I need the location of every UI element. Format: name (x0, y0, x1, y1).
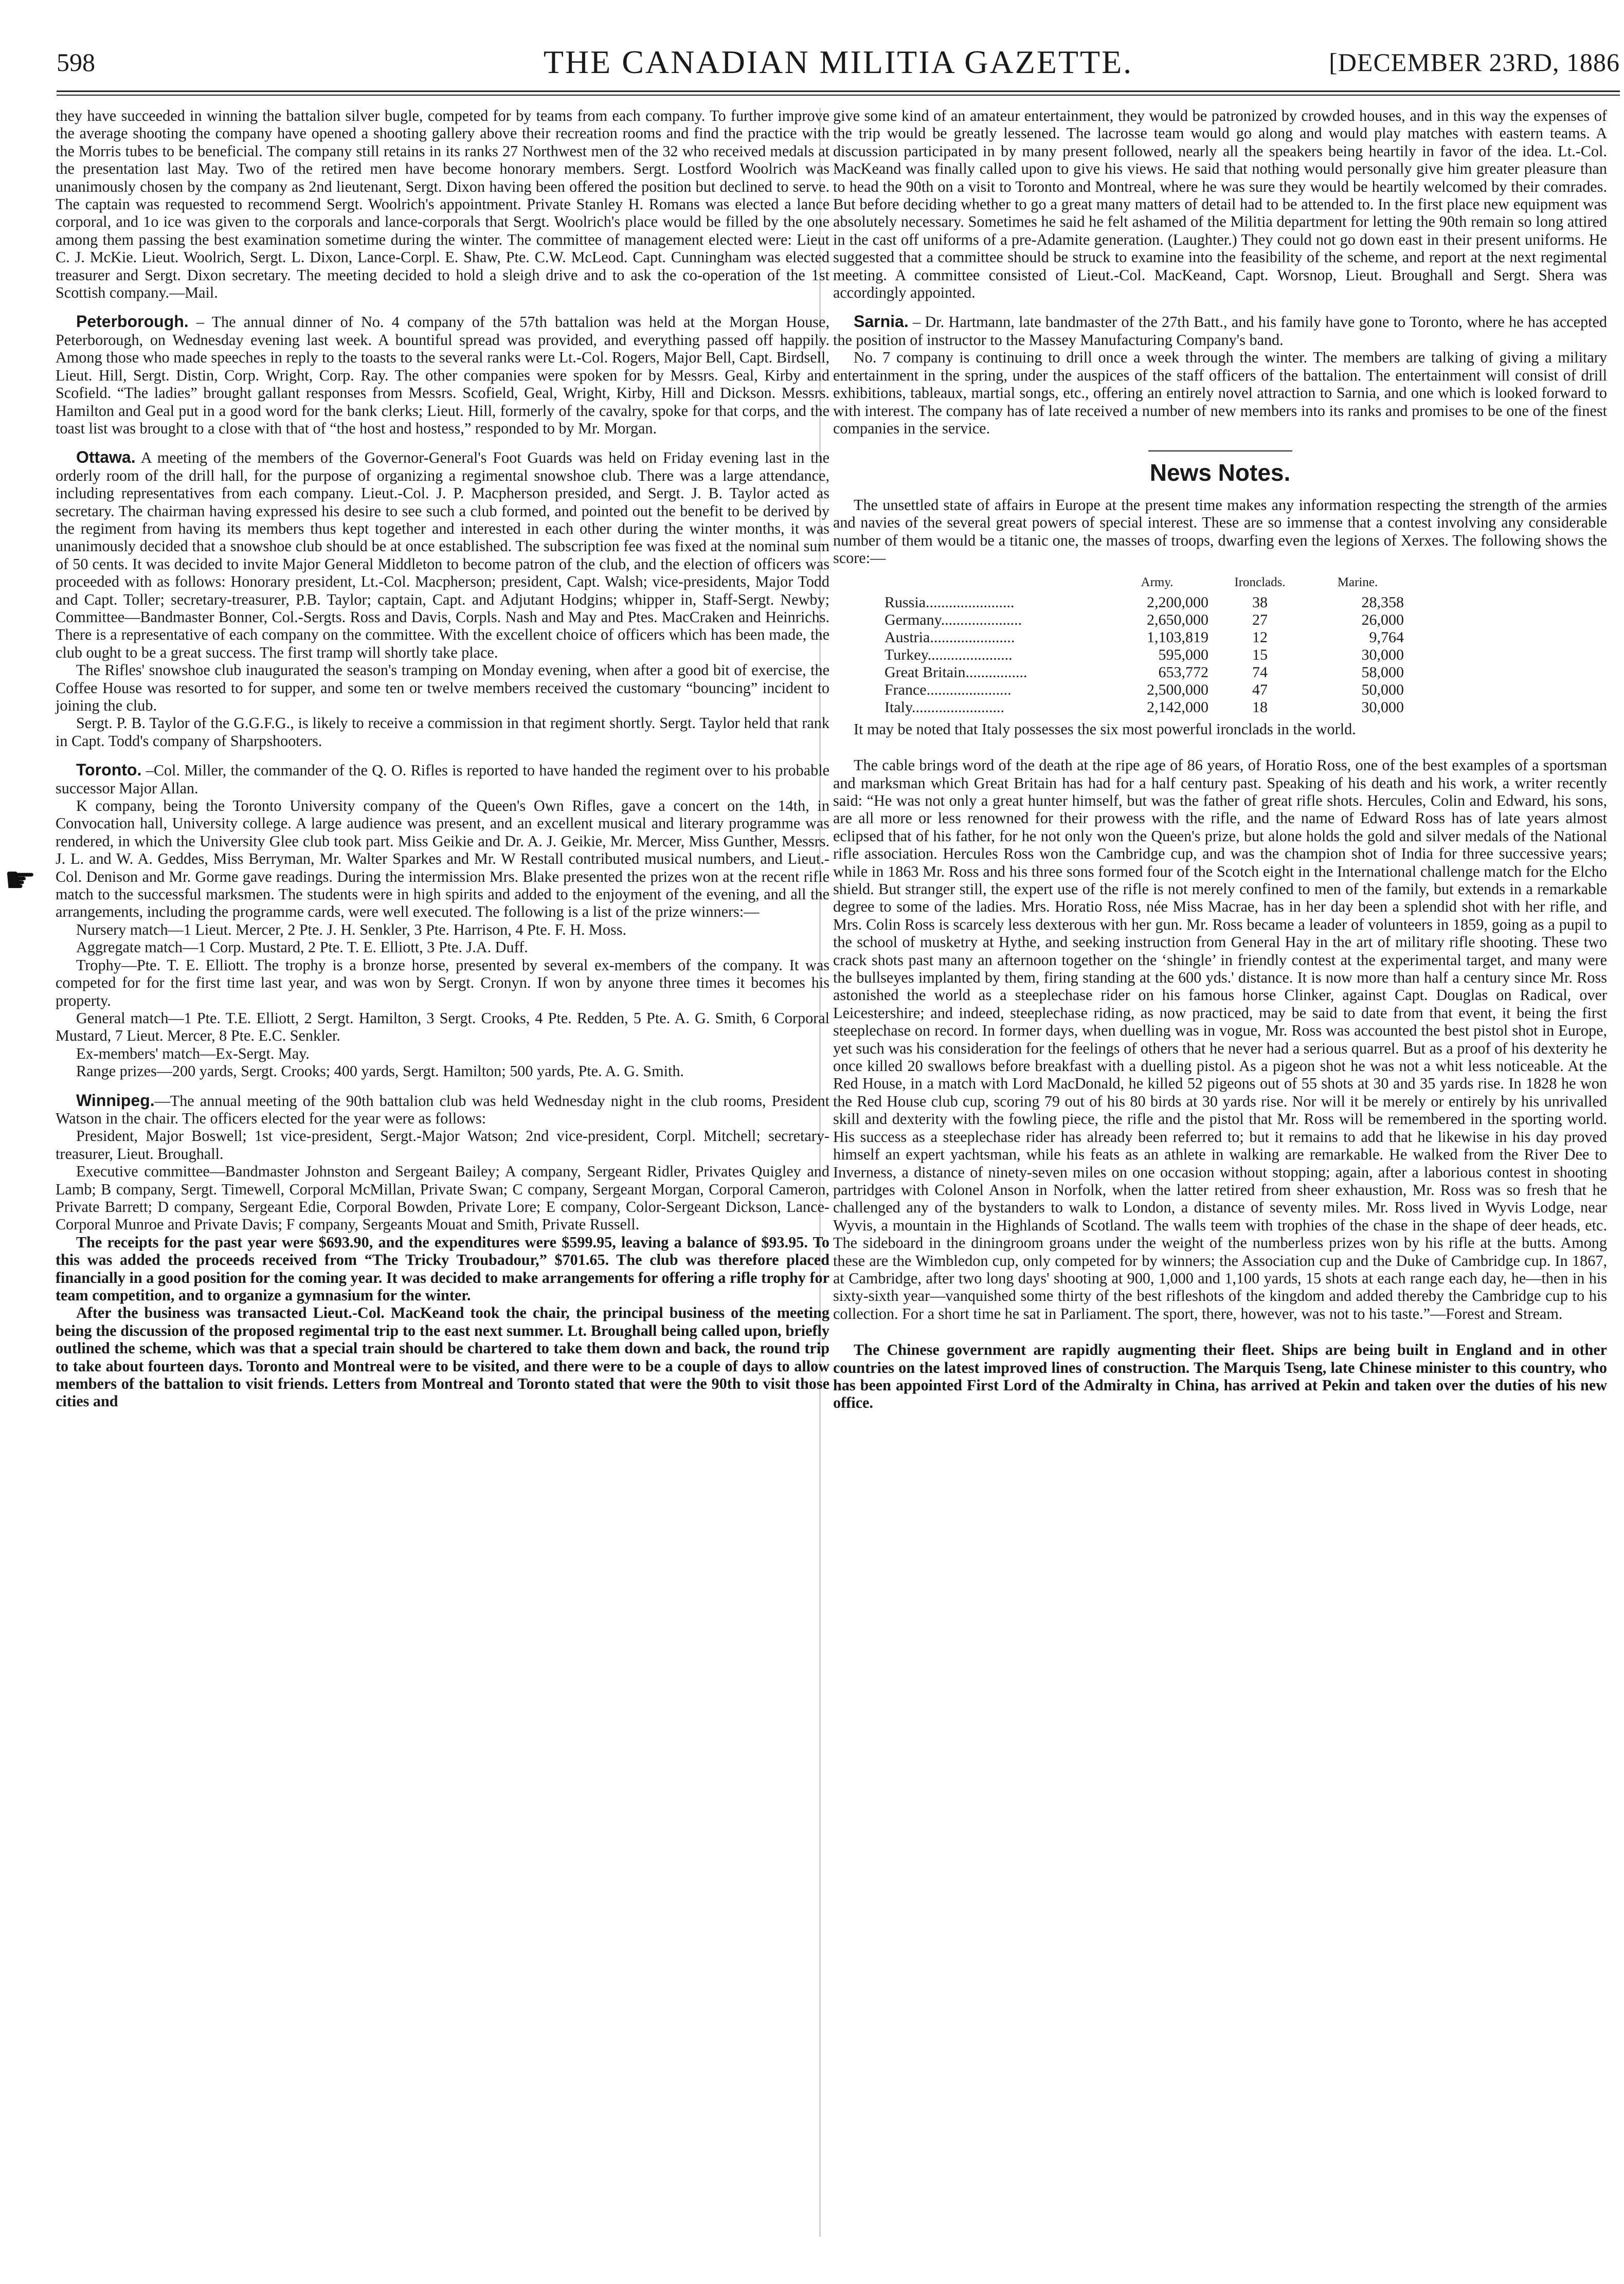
winnipeg-paragraph: President, Major Boswell; 1st vice-president, Sergt.-Major Watson; 2nd vice-president, Corpl. Mitchell; secretary-treasurer, Lieut. Broughall. (56, 1127, 829, 1163)
table-cell: Austria...................... (885, 628, 1015, 646)
toronto-prize: Aggregate match—1 Corp. Mustard, 2 Pte. T. E. Elliott, 3 Pte. J.A. Duff. (76, 938, 528, 956)
toronto-text: –Col. Miller, the commander of the Q. O. Rifles is reported to have handed the regiment over to his probable successor Major Allan. (56, 762, 830, 797)
table-row (885, 611, 1404, 629)
section-rule (1148, 450, 1292, 451)
table-cell: 38 (1252, 593, 1268, 611)
table-cell: 2,500,000 (1147, 681, 1208, 698)
article-continuation: they have succeeded in winning the battalion silver bugle, competed for by teams from each company. To further improve the average shooting the company have opened a shooting gallery above their recreation rooms and find the practice with the Morris tubes to be beneficial. The company still retains in its ranks 27 Northwest men of the 32 who received medals at the presentation last May. Two of the retired men have become honorary members. Sergt. Lostford Woolrich was unanimously chosen by the company as 2nd lieutenant, Sergt. Dixon having been offered the position but declined to serve. The captain was requested to recommend Sergt. Woolrich's appointment. Private Stanley H. Romans was elected a lance corporal, and 1o ice was given to the corporals and lance-corporals that Sergt. Woolrich's place would be filled by the one among them passing the best examination sometime during the winter. The committee of management elected were: Lieut C. J. McKie. Lieut. Woolrich, Sergt. L. Dixon, Lance-Corpl. E. Shaw, Pte. C.W. McLeod. Capt. Cunningham was elected treasurer and Sergt. Dixon secretary. The meeting decided to hold a sleigh drive and to ask the co-operation of the 1st Scottish company.—Mail. (56, 107, 829, 302)
table-header-row (885, 574, 1404, 593)
news-paragraph: The cable brings word of the death at the ripe age of 86 years, of Horatio Ross, one of the best examples of a sportsman and marksman which Great Britain has had for a half century past. Speaking of his death and his work, a writer recently said: “He was not only a great hunter himself, but was the father of great rifle shots. Hercules, Colin and Edward, his sons, are all more or less renowned for their prowess with the rifle, and the name of Edward Ross has of late years almost eclipsed that of his father, for he not only won the Queen's prize, but alone holds the gold and silver medals of the National rifle association. Hercules Ross won the Cambridge cup, and was the champion shot of India for three successive years; while in 1863 Mr. Ross and his three sons formed four of the Scotch eight in the International challenge match for the Elcho shield. But stranger still, the expert use of the rifle is not merely confined to men of the family, but extends in a remarkable degree to some of the ladies. Mrs. Horatio Ross, née Miss Macrae, has in her day been a splendid shot with her rifle, and Mrs. Colin Ross is scarcely less dexterous with her gun. Mr. Ross became a leader of volunteers in 1859, going as a pupil to the school of musketry at Hythe, and seeking instruction from General Hay in the art of military rifle shooting. These two crack shots past many an afternoon together on the ‘shingle’ in friendly contest at the experimental target, and many were the bullseyes implanted by them, firing standing at the 600 yds.' distance. It is now more than half a century since Mr. Ross astonished the world as a steeplechase rider on his famous horse Clinker, against Capt. Douglas on Radical, over Leicestershire; and indeed, steeplechase riding, as now practiced, may be said to date from that event, it being the first steeplechase on record. In former days, when duelling was in vogue, Mr. Ross was accounted the best pistol shot in Europe, yet such was his consideration for the feelings of others that he never had a serious quarrel. But as a proof of his dexterity he once killed 20 swallows before breakfast with a duelling pistol. As a pigeon shot he was not a whit less noticeable. At the Red House, in a match with Lord MacDonald, he killed 52 pigeons out of 55 shots at 30 and 35 yards rise. In 1828 he won the Red House club cup, scoring 79 out of his 80 birds at 30 yards rise. Nor will it be merely or entirely by his unrivalled skill and dexterity with the fowling piece, the rifle and the pistol that Mr. Ross will be remembered in the sporting world. His success as a steeplechase rider has already been referred to; but it remains to add that he likewise in his day proved himself an expert yachtsman, while his feats as an athlete in walking are remarkable. He walked from the River Dee to Inverness, a distance of ninety-seven miles on one occasion without stopping; again, after a laborious contest in shooting partridges with Colonel Anson in Norfolk, when the latter retired from sheer exhaustion, Mr. Ross was so fresh that he challenged any of the bystanders to walk to London, a distance of seventy miles. Mr. Ross lived in Wyvis Lodge, near Wyvis, a mountain in the Highlands of Scotland. The walls teem with trophies of the chase in the shape of deer heads, etc. The sideboard in the diningroom groans under the weight of the numberless prizes won by his rifle at the butts. Among these are the Wimbledon cup, only competed for by winners; the Association cup and the Duke of Cambridge cup. In 1867, at Cambridge, after two long days' shooting at 900, 1,000 and 1,100 yards, 15 shots at each range each day, he—then in his sixty-sixth year—vanquished some thirty of the best rifleshots of the kingdom and added thereby the Cambridge cup to his collection. For a short time he sat in Parliament. The sport, there, however, was not to his taste.”—Forest and Stream. (833, 756, 1607, 1322)
table-header (885, 574, 1106, 593)
article-continuation: give some kind of an amateur entertainment, they would be patronized by crowded houses, and in this way the expenses of the trip would be greatly lessened. The lacrosse team would go along and would play matches with eastern teams. A discussion participated in by many present followed, nearly all the speakers being heartily in favor of the idea. Lt.-Col. MacKeand was finally called upon to give his views. He said that nothing would personally give him greater pleasure than to head the 90th on a visit to Toronto and Montreal, where he was sure they would be heartily welcomed by their comrades. But before deciding whether to go a great many matters of detail had to be attended to. In the first place new equipment was absolutely necessary. Sometimes he said he felt ashamed of the Militia department for letting the 90th remain so long attired in the cast off uniforms of a pre-Adamite generation. (Laughter.) They could not go down east in their present uniforms. He suggested that a committee should be struck to examine into the feasibility of the scheme, and report at the next regimental meeting. A committee consisted of Lieut.-Col. MacKeand, Capt. Worsnop, Lieut. Broughall and Sergt. Shera was accordingly appointed. (833, 107, 1607, 302)
place-heading: Peterborough. (76, 312, 189, 331)
table-row (885, 699, 1404, 716)
table-row (885, 629, 1404, 646)
section-title: News Notes. (1149, 459, 1291, 486)
left-column (56, 107, 829, 1410)
winnipeg-item (56, 1092, 829, 1128)
news-paragraph: The unsettled state of affairs in Europe at the present time makes any information respecting the strength of the armies and navies of the several great powers of special interest. These are so immense that a contest involving any considerable number of them would be a titanic one, the masses of troops, dwarfing even the legions of Xerxes. The following shows the score:— (833, 496, 1607, 567)
winnipeg-paragraph: After the business was transacted Lieut.-Col. MacKeand took the chair, the principal business of the meeting being the discussion of the proposed regimental trip to the east next summer. Lt. Broughall being called upon, briefly outlined the scheme, which was that a special train should be chartered to take them down and back, the round trip to take about fourteen days. Toronto and Montreal were to be visited, and there were to be a couple of days to allow members of the battalion to visit friends. Letters from Montreal and Toronto stated that were the 90th to visit those cities and (56, 1304, 829, 1410)
table-cell: 26,000 (1361, 611, 1404, 628)
table-header: Marine. (1337, 575, 1378, 590)
winnipeg-paragraph: The receipts for the past year were $693.90, and the expenditures were $599.95, leaving a balance of $93.95. To this was added the proceeds received from “The Tricky Troubadour,” $701.65. The club was therefore placed financially in a good position for the coming year. It was decided to make arrangements for offering a rifle trophy for team competition, and to organize a gymnasium for the winter. (56, 1233, 829, 1304)
toronto-prize: Trophy—Pte. T. E. Elliott. The trophy is a bronze horse, presented by several ex-members of the company. It was competed for for the first time last year, and was won by Sergt. Cronyn. If won by anyone three times it becomes his property. (56, 956, 829, 1009)
table-cell: Russia....................... (885, 593, 1015, 611)
ottawa-item (56, 448, 829, 661)
toronto-paragraph: K company, being the Toronto University company of the Queen's Own Rifles, gave a concert on the 14th, in Convocation hall, University college. A large audience was present, and an excellent musical and literary programme was rendered, in which the University Glee club took part. Miss Geikie and Dr. A. J. Geikie, Mr. Mercer, Miss Gunther, Messrs. J. L. and W. A. Geddes, Miss Berryman, Mr. Walter Sparkes and Mr. W Restall contributed musical numbers, and Lieut.-Col. Denison and Mr. Gorme gave readings. During the intermission Mrs. Blake presented the prizes won at the recent rifle match to the successful marksmen. The students were in high spirits and added to the enjoyment of the evening, and all the arrangements, including the programme cards, were well executed. The following is a list of the prize winners:— (56, 797, 829, 921)
sarnia-item (833, 313, 1607, 349)
table-cell: 595,000 (1158, 646, 1208, 663)
header-rule (57, 90, 1620, 92)
right-column (833, 107, 1607, 1412)
table-cell: Turkey...................... (885, 646, 1013, 663)
table-cell: France...................... (885, 681, 1012, 698)
ottawa-paragraph: Sergt. P. B. Taylor of the G.G.F.G., is likely to receive a commission in that regiment shortly. Sergt. Taylor held that rank in Capt. Todd's company of Sharpshooters. (56, 714, 829, 750)
table-cell: Italy........................ (885, 698, 1005, 716)
table-header: Army. (1141, 575, 1174, 590)
toronto-prize: Range prizes—200 yards, Sergt. Crooks; 400 yards, Sergt. Hamilton; 500 yards, Pte. A. G. Smith. (76, 1062, 684, 1080)
table-header: Ironclads. (1234, 575, 1286, 590)
header-rule-thin (57, 95, 1620, 96)
peterborough-text: – The annual dinner of No. 4 company of the 57th battalion was held at the Morgan House, Peterborough, on Wednesday evening last week. A bountiful spread was provided, and everything passed off happily. Among those who made speeches in reply to the toasts to the several ranks were Lt.-Col. Rogers, Major Bell, Capt. Birdsell, Lieut. Hill, Sergt. Distin, Corp. Wright, Corp. Ray. The other companies were spoken for by Messrs. Geal, Kirby and Scofield. “The ladies” brought gallant responses from Messrs. Scofield, Geal, Wright, Kirby, Hill and Dickson. Messrs. Hamilton and Geal put in a good word for the bank clerks; Lieut. Hill, formerly of the cavalry, spoke for that corps, and the toast list was brought to a close with that of “the host and hostess,” responded to by Mr. Morgan. (56, 313, 829, 437)
place-heading: Sarnia. (854, 312, 909, 331)
table-row (885, 646, 1404, 664)
news-bold-block (833, 1341, 1607, 1412)
page-header (57, 36, 1620, 98)
table-cell: 30,000 (1361, 698, 1404, 716)
toronto-prize: Ex-members' match—Ex-Sergt. May. (76, 1044, 310, 1062)
table-cell: Great Britain................ (885, 663, 1027, 681)
ottawa-paragraph: The Rifles' snowshoe club inaugurated the season's tramping on Monday evening, when after a good bit of exercise, the Coffee House was resorted to for supper, and some ten or twelve members received the customary “bouncing” incident to joining the club. (56, 661, 829, 714)
toronto-item (56, 761, 829, 797)
sarnia-text: – Dr. Hartmann, late bandmaster of the 27th Batt., and his family have gone to Toronto, where he has accepted the position of instructor to the Massey Manufacturing Company's band. (833, 313, 1607, 349)
table-cell: 15 (1252, 646, 1268, 663)
toronto-prize: General match—1 Pte. T.E. Elliott, 2 Sergt. Hamilton, 3 Sergt. Crooks, 4 Pte. Redden, 5 Pte. A. G. Smith, 6 Corporal Mustard, 7 Lieut. Mercer, 8 Pte. E.C. Senkler. (56, 1009, 829, 1045)
place-heading: Ottawa. (76, 448, 136, 467)
publication-title: THE CANADIAN MILITIA GAZETTE. (543, 44, 1133, 80)
table-cell: 1,103,819 (1147, 628, 1208, 646)
table-cell: 18 (1252, 698, 1268, 716)
place-heading: Toronto. (76, 760, 142, 780)
table-cell: 9,764 (1369, 628, 1404, 646)
table-cell: 47 (1252, 681, 1268, 698)
table-cell: 28,358 (1361, 593, 1404, 611)
powers-table (885, 574, 1404, 716)
table-cell: 2,650,000 (1147, 611, 1208, 628)
winnipeg-text: —The annual meeting of the 90th battalion club was held Wednesday night in the club rooms, President Watson in the chair. The officers elected for the year were as follows: (56, 1092, 829, 1127)
toronto-prize: Nursery match—1 Lieut. Mercer, 2 Pte. J. H. Senkler, 3 Pte. Harrison, 4 Pte. F. H. Moss. (76, 920, 627, 938)
ottawa-text: A meeting of the members of the Governor-General's Foot Guards was held on Friday evening last in the orderly room of the drill hall, for the purpose of organizing a regimental snowshoe club. There was a large attendance, including representatives from each company. Lieut.-Col. J. P. Macpherson presided, and Sergt. J. B. Taylor acted as secretary. The chairman having expressed his desire to see such a club formed, and pointed out the benefit to be derived by the regiment from having its members thus kept together and interested in each other during the winter months, it was unanimously decided that a snowshoe club should be at once established. The subscription fee was fixed at the nominal sum of 50 cents. It was decided to invite Major General Middleton to become patron of the club, and the election of officers was proceeded with as follows: Honorary president, Lt.-Col. Macpherson; president, Capt. Walsh; vice-presidents, Major Todd and Capt. Toller; secretary-treasurer, P.B. Taylor; captain, Capt. and Adjutant Hodgins; whipper in, Staff-Sergt. Newby; Committee—Bandmaster Bonner, Col.-Sergts. Ross and Davis, Corpls. Nash and May and Ptes. MacCraken and Heinrichs. There is a representative of each company on the committee. With the excellent choice of officers which has been made, the club ought to be a great success. The first tramp will shortly take place. (56, 449, 829, 661)
table-row (885, 664, 1404, 681)
issue-date: [DECEMBER 23RD, 1886 (1329, 48, 1620, 77)
winnipeg-paragraph: Executive committee—Bandmaster Johnston and Sergeant Bailey; A company, Sergeant Ridler, Privates Quigley and Lamb; B company, Sergt. Timewell, Corporal McMillan, Private Swan; C company, Sergeant Morgan, Corporal Cameron, Private Barrett; D company, Sergeant Edie, Corporal Bowden, Private Lore; E company, Color-Sergeant Dickson, Lance-Corporal Munroe and Private Davis; F company, Sergeants Mouat and Smith, Private Russell. (56, 1163, 829, 1234)
table-row (885, 594, 1404, 611)
table-cell: 30,000 (1361, 646, 1404, 663)
table-cell: 50,000 (1361, 681, 1404, 698)
pointing-hand-icon: ☛ (4, 861, 37, 900)
table-row (885, 681, 1404, 699)
table-cell: 653,772 (1158, 663, 1208, 681)
place-heading: Winnipeg. (76, 1091, 155, 1110)
table-cell: 2,142,000 (1147, 698, 1208, 716)
spacer (833, 1322, 1607, 1330)
table-cell: 2,200,000 (1147, 593, 1208, 611)
sarnia-paragraph: No. 7 company is continuing to drill once a week through the winter. The members are talking of giving a military entertainment in the spring, under the auspices of the staff officers of the battalion. The entertainment will consist of drill exhibitions, tableaux, martial songs, etc., offering an entirely novel attraction to Sarnia, and one which is looked forward to with interest. The company has of late received a number of new members into its ranks and promises to be one of the finest companies in the service. (833, 349, 1607, 437)
news-paragraph: It may be noted that Italy possesses the six most powerful ironclads in the world. (854, 720, 1356, 738)
table-cell: 27 (1252, 611, 1268, 628)
table-cell: 12 (1252, 628, 1268, 646)
news-paragraph: The Chinese government are rapidly augmenting their fleet. Ships are being built in England and in other countries on the latest improved lines of construction. The Marquis Tseng, late Chinese minister to this country, who has been appointed First Lord of the Admiralty in China, has arrived at Pekin and taken over the duties of his new office. (833, 1341, 1607, 1412)
table-cell: 58,000 (1361, 663, 1404, 681)
table-cell: Germany..................... (885, 611, 1022, 628)
peterborough-item (56, 313, 829, 437)
table-cell: 74 (1252, 663, 1268, 681)
page-number: 598 (57, 48, 95, 77)
spacer (833, 738, 1607, 745)
winnipeg-bold-block (56, 1234, 829, 1410)
